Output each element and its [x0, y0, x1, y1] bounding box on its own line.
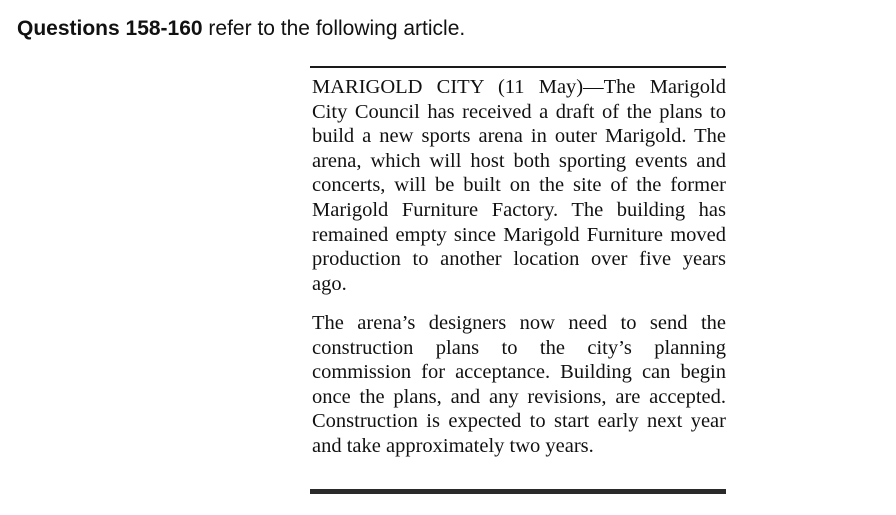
article-top-rule — [310, 66, 726, 68]
question-instruction: refer to the following article. — [202, 17, 466, 40]
article — [310, 66, 726, 496]
question-range: Questions 158-160 — [17, 17, 203, 40]
article-paragraph-1: MARIGOLD CITY (11 May)—The Marigold City Council has received a draft of the plans to build a new sports arena in outer Marigold. The arena, which will host both sporting events and concerts, will be built on the site of the former Marigold Furniture Factory. The building has remained empty since Marigold Furniture moved production to another location over five years ago. — [312, 76, 726, 295]
article-paragraph-2: The arena’s designers now need to send the construction plans to the city’s planning commission for acceptance. Building can begin once the plans, and any revisions, are accepted. Construction is expected to start early next year and take approximately two years. — [312, 312, 726, 457]
question-heading — [17, 15, 465, 43]
article-bottom-rule — [310, 489, 726, 494]
